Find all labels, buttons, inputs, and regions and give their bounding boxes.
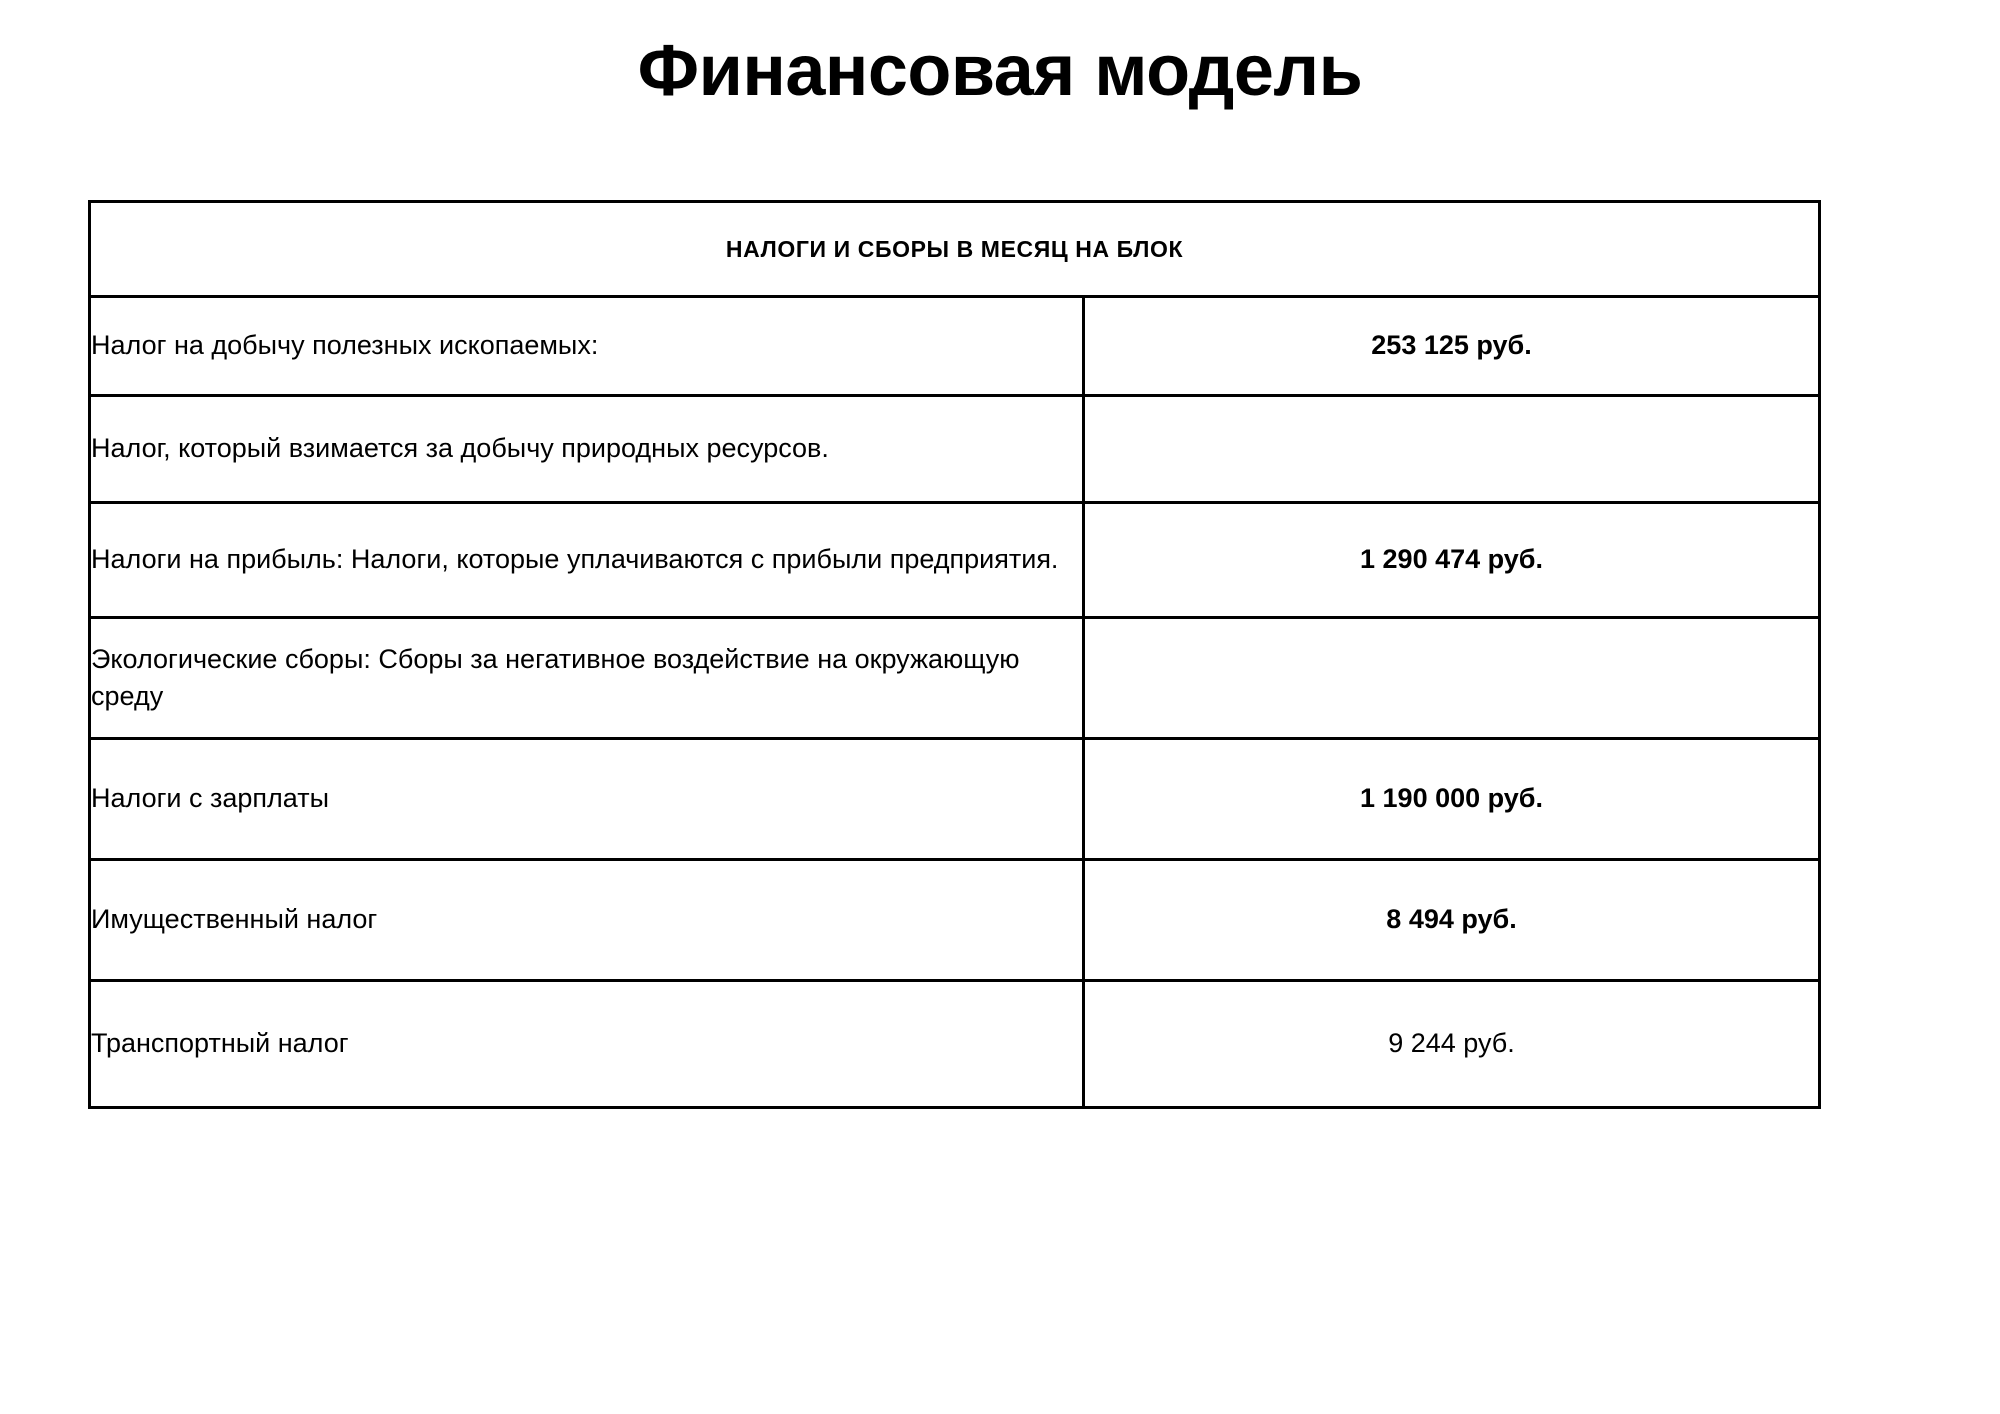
row-value-cell [1084,396,1820,503]
row-value-cell [1084,618,1820,739]
page-title: Финансовая модель [637,31,1363,111]
table-header-cell [90,202,1820,297]
taxes-and-fees-table [88,200,1821,1109]
row-label-cell: Налоги на прибыль: Налоги, которые уплачиваются с прибыли предприятия. [90,503,1084,618]
row-value-cell: 1 290 474 руб. [1084,503,1820,618]
row-label-cell: Транспортный налог [90,981,1084,1108]
row-label-cell: Экологические сборы: Сборы за негативное воздействие на окружающую среду [90,618,1084,739]
table-row [90,503,1820,618]
row-label-cell: Имущественный налог [90,860,1084,981]
table-row [90,297,1820,396]
row-label-cell: Налог на добычу полезных ископаемых: [90,297,1084,396]
table-header-label: НАЛОГИ И СБОРЫ В МЕСЯЦ НА БЛОК [725,235,1184,262]
table-row [90,618,1820,739]
table-row [90,981,1820,1108]
table-row [90,860,1820,981]
row-label-cell: Налог, который взимается за добычу природных ресурсов. [90,396,1084,503]
table-header-row [90,202,1820,297]
row-value-cell: 253 125 руб. [1084,297,1820,396]
table-row [90,396,1820,503]
row-value-cell: 8 494 руб. [1084,860,1820,981]
row-label-cell: Налоги с зарплаты [90,739,1084,860]
row-value-cell: 1 190 000 руб. [1084,739,1820,860]
row-value-cell: 9 244 руб. [1084,981,1820,1108]
table-row [90,739,1820,860]
